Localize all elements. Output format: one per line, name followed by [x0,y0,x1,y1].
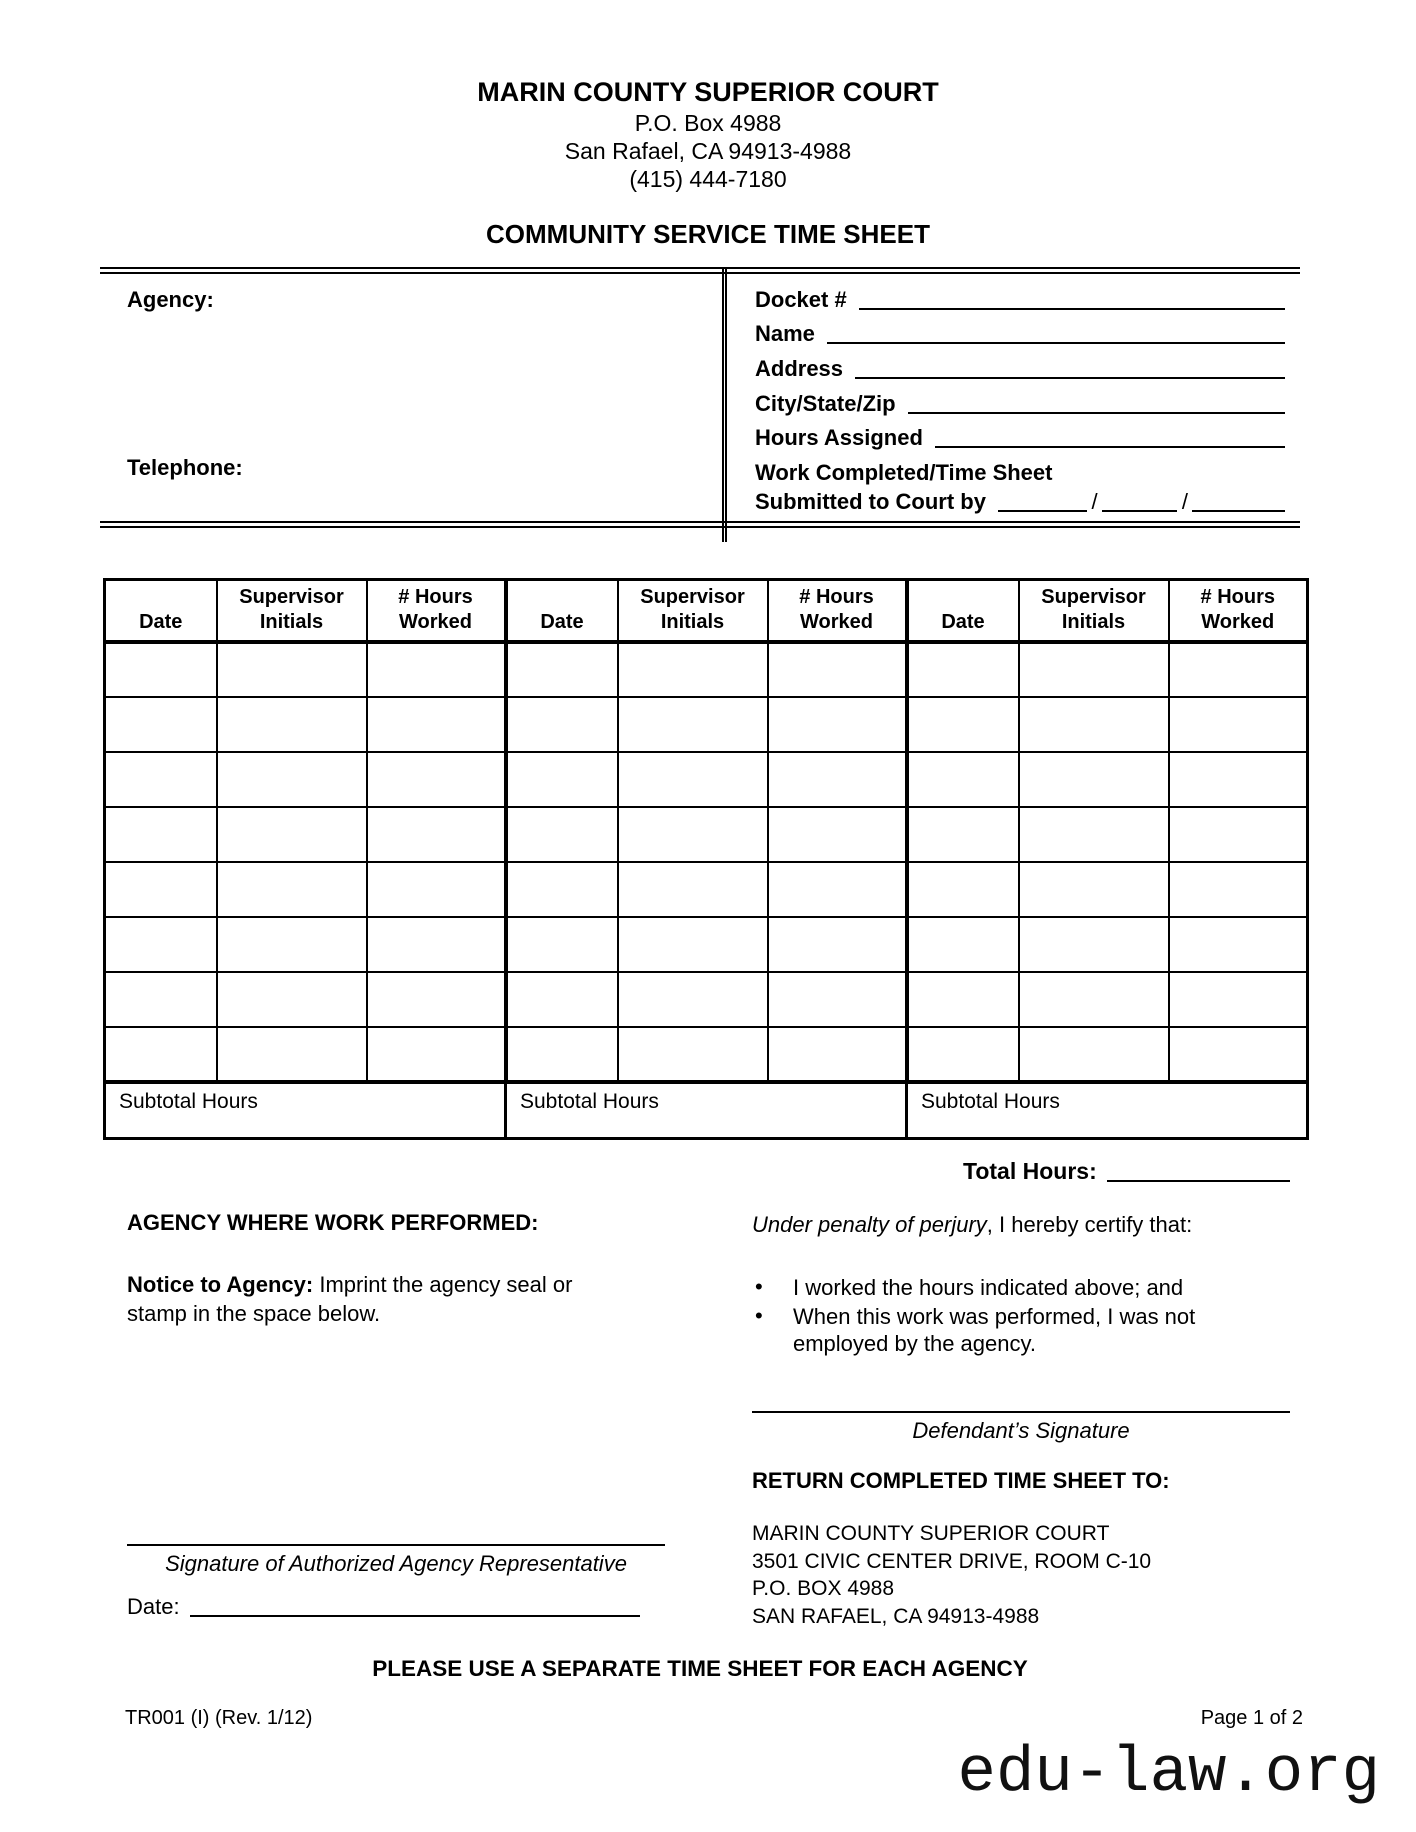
timesheet-empty-cell[interactable] [105,752,217,807]
timesheet-row [105,697,1308,752]
timesheet-empty-cell[interactable] [105,697,217,752]
subtotal-hours-cell[interactable]: Subtotal Hours [907,1082,1308,1138]
timesheet-empty-cell[interactable] [1019,697,1169,752]
bullet-icon: • [755,1274,763,1299]
notice-to-agency-text: Imprint the agency seal or stamp in the space below. [127,1272,573,1326]
bullet-item [752,1303,1252,1357]
date-header: Date [105,580,217,643]
telephone-label: Telephone: [127,455,243,480]
submitted-day-blank[interactable] [1102,502,1177,512]
timesheet-table [103,578,1309,1140]
date-header: Date [907,580,1019,643]
timesheet-empty-cell[interactable] [217,807,367,862]
defendant-signature-caption: Defendant’s Signature [912,1418,1130,1443]
court-city-line: San Rafael, CA 94913-4988 [564,138,852,164]
court-phone: (415) 444-7180 [629,166,787,192]
date-blank-line[interactable] [190,1607,640,1617]
defendant-signature [752,1411,1290,1444]
timesheet-empty-cell[interactable] [367,862,506,917]
timesheet-empty-cell[interactable] [768,972,907,1027]
timesheet-empty-cell[interactable] [907,1027,1019,1082]
separate-sheet-notice: PLEASE USE A SEPARATE TIME SHEET FOR EACH AGENCY [372,1656,1028,1681]
hours-worked-header: # Hours Worked [1169,580,1308,643]
timesheet-empty-cell[interactable] [768,917,907,972]
timesheet-empty-cell[interactable] [907,862,1019,917]
timesheet-empty-cell[interactable] [367,642,506,697]
agency-representative-signature-line[interactable] [127,1544,665,1546]
timesheet-body [105,642,1308,1082]
timesheet-empty-cell[interactable] [768,862,907,917]
perjury-phrase: Under penalty of perjury [752,1212,987,1237]
notice-to-agency [127,1270,602,1328]
return-address-line: 3501 CIVIC CENTER DRIVE, ROOM C-10 [752,1549,1152,1573]
total-hours-row [963,1158,1290,1185]
notice-to-agency-label: Notice to Agency: [127,1272,314,1297]
timesheet-row [105,862,1308,917]
return-address-line: MARIN COUNTY SUPERIOR COURT [752,1522,1110,1545]
hours-worked-header: # Hours Worked [367,580,506,643]
supervisor-initials-header: Supervisor Initials [217,580,367,643]
certification-section [752,1212,1290,1359]
timesheet-empty-cell[interactable] [506,697,618,752]
timesheet-empty-cell[interactable] [907,917,1019,972]
timesheet-empty-cell[interactable] [217,697,367,752]
timesheet-empty-cell[interactable] [506,1027,618,1082]
page-number: Page 1 of 2 [1200,1707,1303,1729]
timesheet-empty-cell[interactable] [105,1027,217,1082]
timesheet-empty-cell[interactable] [217,642,367,697]
hours-assigned-label: Hours Assigned [755,425,923,451]
timesheet-empty-cell[interactable] [367,697,506,752]
watermark: edu-law.org [957,1738,1380,1810]
timesheet-empty-cell[interactable] [506,752,618,807]
hours-assigned-blank-line[interactable] [935,438,1285,448]
address-field [755,347,1285,382]
city-state-zip-label: City/State/Zip [755,390,896,416]
info-box-divider [722,267,727,542]
timesheet-empty-cell[interactable] [105,642,217,697]
hours-assigned-field [755,417,1285,452]
timesheet-row [105,807,1308,862]
timesheet-empty-cell[interactable] [768,1027,907,1082]
timesheet-empty-cell[interactable] [768,807,907,862]
certification-bullets [752,1274,1290,1357]
timesheet-empty-cell[interactable] [506,807,618,862]
timesheet-empty-cell[interactable] [105,807,217,862]
timesheet-empty-cell[interactable] [105,972,217,1027]
timesheet-empty-cell[interactable] [217,917,367,972]
timesheet-empty-cell[interactable] [105,917,217,972]
date-label: Date: [127,1594,180,1619]
supervisor-initials-header: Supervisor Initials [1019,580,1169,643]
timesheet-empty-cell[interactable] [506,972,618,1027]
total-hours-blank-line[interactable] [1107,1172,1290,1182]
agency-label: Agency: [127,287,214,312]
timesheet-empty-cell[interactable] [768,697,907,752]
date-header: Date [506,580,618,643]
return-address-line: SAN RAFAEL, CA 94913-4988 [752,1604,1040,1628]
timesheet-header-row [105,580,1308,643]
timesheet-empty-cell[interactable] [1169,752,1308,807]
timesheet-empty-cell[interactable] [1169,972,1308,1027]
name-blank-line[interactable] [827,334,1285,344]
timesheet-empty-cell[interactable] [1169,1027,1308,1082]
timesheet-empty-cell[interactable] [105,862,217,917]
timesheet-empty-cell[interactable] [217,972,367,1027]
timesheet-empty-cell[interactable] [1019,807,1169,862]
timesheet-empty-cell[interactable] [618,642,768,697]
submitted-month-blank[interactable] [998,502,1087,512]
timesheet-empty-cell[interactable] [618,1027,768,1082]
bullet-text: When this work was performed, I was not employed by the agency. [793,1304,1196,1356]
agency-representative-signature [127,1544,665,1577]
timesheet-empty-cell[interactable] [506,642,618,697]
work-completed-label-line1: Work Completed/Time Sheet [755,460,1053,486]
timesheet-empty-cell[interactable] [1019,862,1169,917]
form-title: COMMUNITY SERVICE TIME SHEET [486,219,930,249]
info-box-right [722,274,1300,521]
agency-representative-signature-caption: Signature of Authorized Agency Representative [165,1551,627,1576]
timesheet-empty-cell[interactable] [907,642,1019,697]
timesheet-empty-cell[interactable] [1169,917,1308,972]
name-field [755,313,1285,348]
hours-worked-header: # Hours Worked [768,580,907,643]
timesheet-empty-cell[interactable] [367,807,506,862]
docket-field [755,278,1285,313]
agency-section [127,1210,602,1328]
timesheet-row [105,752,1308,807]
supervisor-initials-header: Supervisor Initials [618,580,768,643]
total-hours-label: Total Hours: [963,1158,1097,1184]
timesheet-empty-cell[interactable] [1169,642,1308,697]
timesheet-empty-cell[interactable] [618,807,768,862]
info-box [100,267,1300,528]
timesheet-empty-cell[interactable] [768,752,907,807]
timesheet-empty-cell[interactable] [367,752,506,807]
return-address [752,1520,1151,1630]
certification-intro [752,1212,1290,1238]
address-blank-line[interactable] [855,369,1285,379]
timesheet-empty-cell[interactable] [1019,917,1169,972]
subtotal-hours-cell[interactable]: Subtotal Hours [506,1082,907,1138]
timesheet-empty-cell[interactable] [907,972,1019,1027]
subtotal-row [105,1082,1308,1138]
timesheet-empty-cell[interactable] [618,752,768,807]
timesheet-empty-cell[interactable] [1019,972,1169,1027]
timesheet-empty-cell[interactable] [217,862,367,917]
timesheet-empty-cell[interactable] [1169,807,1308,862]
timesheet-empty-cell[interactable] [1019,642,1169,697]
court-name: MARIN COUNTY SUPERIOR COURT [477,77,939,107]
submitted-year-blank[interactable] [1192,502,1285,512]
timesheet-empty-cell[interactable] [907,807,1019,862]
info-box-left [100,274,722,521]
timesheet-empty-cell[interactable] [618,697,768,752]
bullet-icon: • [755,1303,763,1328]
name-label: Name [755,321,815,347]
address-label: Address [755,355,844,381]
timesheet-empty-cell[interactable] [618,862,768,917]
timesheet-empty-cell[interactable] [618,917,768,972]
timesheet-row [105,917,1308,972]
bullet-item [752,1274,1252,1301]
agency-date-row [127,1594,640,1620]
timesheet-empty-cell[interactable] [217,1027,367,1082]
timesheet-empty-cell[interactable] [1019,1027,1169,1082]
court-header [0,76,1416,193]
subtotal-hours-cell[interactable]: Subtotal Hours [105,1082,506,1138]
submitted-date-field [755,485,1285,515]
date-slash: / [1181,489,1189,515]
timesheet-empty-cell[interactable] [1019,752,1169,807]
timesheet-empty-cell[interactable] [367,917,506,972]
timesheet-row [105,972,1308,1027]
timesheet-empty-cell[interactable] [768,642,907,697]
timesheet-empty-cell[interactable] [506,862,618,917]
timesheet-empty-cell[interactable] [506,917,618,972]
timesheet-empty-cell[interactable] [217,752,367,807]
city-state-zip-blank-line[interactable] [908,404,1285,414]
timesheet-empty-cell[interactable] [367,1027,506,1082]
court-po-box: P.O. Box 4988 [634,110,782,136]
date-slash: / [1091,489,1098,515]
bullet-text: I worked the hours indicated above; and [793,1275,1184,1300]
timesheet-empty-cell[interactable] [907,697,1019,752]
agency-section-title: AGENCY WHERE WORK PERFORMED: [127,1210,539,1235]
certify-phrase: , I hereby certify that: [986,1212,1193,1237]
form-number: TR001 (I) (Rev. 1/12) [125,1707,313,1729]
return-timesheet-title: RETURN COMPLETED TIME SHEET TO: [752,1468,1170,1493]
timesheet-empty-cell[interactable] [367,972,506,1027]
timesheet-empty-cell[interactable] [1169,862,1308,917]
city-state-zip-field [755,382,1285,417]
timesheet-empty-cell[interactable] [907,752,1019,807]
timesheet-empty-cell[interactable] [618,972,768,1027]
docket-blank-line[interactable] [859,300,1285,310]
work-completed-label-line2: Submitted to Court by [755,489,986,515]
timesheet-row [105,642,1308,697]
return-address-line: P.O. BOX 4988 [752,1577,895,1600]
docket-label: Docket # [755,286,847,312]
timesheet-empty-cell[interactable] [1169,697,1308,752]
timesheet-row [105,1027,1308,1082]
defendant-signature-line[interactable] [752,1411,1290,1413]
